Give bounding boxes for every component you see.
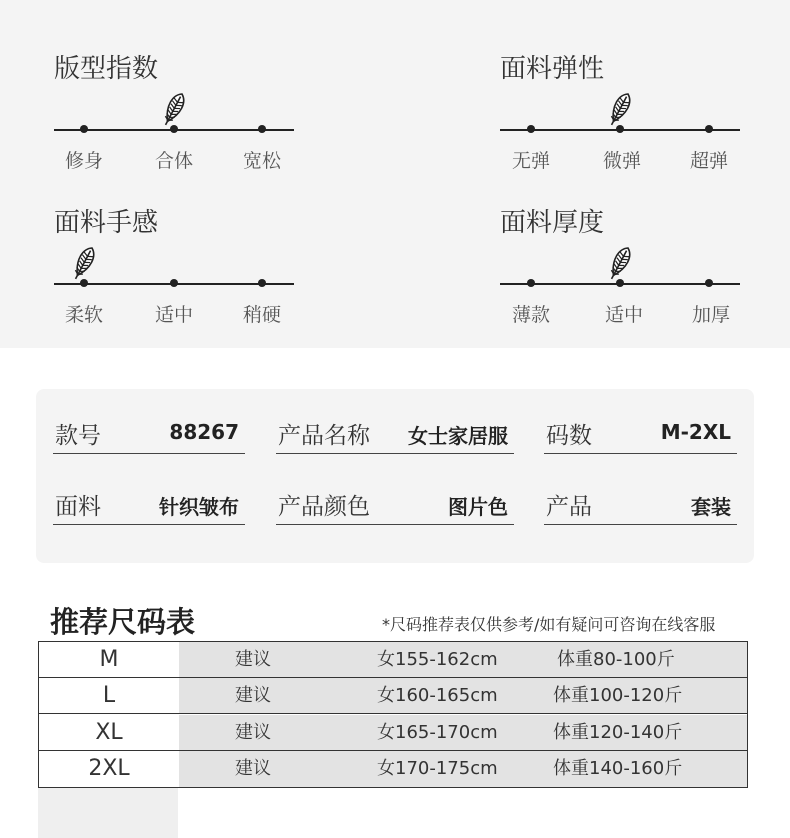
info-cell-sizes (544, 417, 737, 454)
feather-icon (607, 244, 633, 282)
size-chart-title: 推荐尺码表 (50, 605, 196, 639)
table-row (39, 642, 747, 678)
info-cell-product-name (276, 417, 514, 454)
index-elasticity (500, 48, 740, 188)
scale-label: 加厚 (691, 304, 731, 326)
row-details (179, 715, 747, 750)
suggest-cell: 建议 (235, 685, 271, 706)
suggest-cell: 建议 (235, 722, 271, 743)
row-details (179, 642, 747, 677)
weight-cell: 体重140-160斤 (553, 758, 683, 779)
scale-label: 宽松 (242, 150, 282, 172)
info-key: 产品颜色 (278, 494, 370, 520)
suggest-cell: 建议 (235, 758, 271, 779)
weight-cell: 体重120-140斤 (553, 722, 683, 743)
info-key: 产品名称 (278, 423, 370, 449)
fit-index-panel (0, 0, 790, 348)
scale-dot (705, 279, 713, 287)
feather-icon (607, 90, 633, 128)
index-title: 版型指数 (54, 54, 159, 84)
height-cell: 女155-162cm (377, 649, 498, 670)
table-row (39, 715, 747, 751)
feather-icon (71, 244, 97, 282)
info-cell-product-type (544, 488, 737, 525)
info-key: 产品 (546, 494, 592, 520)
info-cell-color (276, 488, 514, 525)
info-value: 女士家居服 (408, 424, 508, 448)
info-cell-style-no (53, 417, 245, 454)
info-key: 面料 (55, 494, 101, 520)
scale-dot (258, 279, 266, 287)
scale-label: 柔软 (64, 304, 104, 326)
row-details (179, 751, 747, 787)
weight-cell: 体重100-120斤 (553, 685, 683, 706)
row-details (179, 678, 747, 713)
table-row (39, 751, 747, 787)
height-cell: 女160-165cm (377, 685, 498, 706)
index-title: 面料手感 (54, 208, 159, 238)
size-chart-note: *尺码推荐表仅供参考/如有疑问可咨询在线客服 (382, 615, 716, 634)
info-key: 码数 (546, 423, 592, 449)
info-value: 88267 (169, 420, 239, 444)
info-value: 针织皱布 (159, 495, 239, 519)
size-cell: L (39, 678, 179, 713)
scale-dot (258, 125, 266, 133)
size-cell: XL (39, 715, 179, 750)
size-cell: 2XL (39, 751, 179, 787)
scale-label: 合体 (154, 150, 194, 172)
info-value: M-2XL (660, 420, 731, 444)
scale-label: 超弹 (689, 150, 729, 172)
index-hand-feel (54, 202, 294, 342)
height-cell: 女165-170cm (377, 722, 498, 743)
suggest-cell: 建议 (235, 649, 271, 670)
product-info-card (36, 389, 754, 563)
scale-label: 微弹 (602, 150, 642, 172)
scale-dot (527, 125, 535, 133)
info-value: 套装 (691, 495, 731, 519)
scale-label: 无弹 (511, 150, 551, 172)
index-title: 面料厚度 (500, 208, 605, 238)
scale-label: 修身 (64, 150, 104, 172)
height-cell: 女170-175cm (377, 758, 498, 779)
index-title: 面料弹性 (500, 54, 605, 84)
scale-label: 稍硬 (242, 304, 282, 326)
scale-label: 适中 (154, 304, 194, 326)
info-value: 图片色 (448, 495, 508, 519)
size-cell: M (39, 642, 179, 677)
size-column-extension (38, 788, 178, 838)
scale-label: 薄款 (511, 304, 551, 326)
scale-label: 适中 (604, 304, 644, 326)
scale-dot (527, 279, 535, 287)
info-key: 款号 (55, 423, 101, 449)
index-thickness (500, 202, 740, 342)
scale-dot (170, 279, 178, 287)
table-row (39, 678, 747, 714)
size-chart-table (38, 641, 748, 788)
index-fit (54, 48, 294, 188)
feather-icon (161, 90, 187, 128)
info-cell-fabric (53, 488, 245, 525)
weight-cell: 体重80-100斤 (557, 649, 675, 670)
scale-dot (705, 125, 713, 133)
scale-dot (80, 125, 88, 133)
